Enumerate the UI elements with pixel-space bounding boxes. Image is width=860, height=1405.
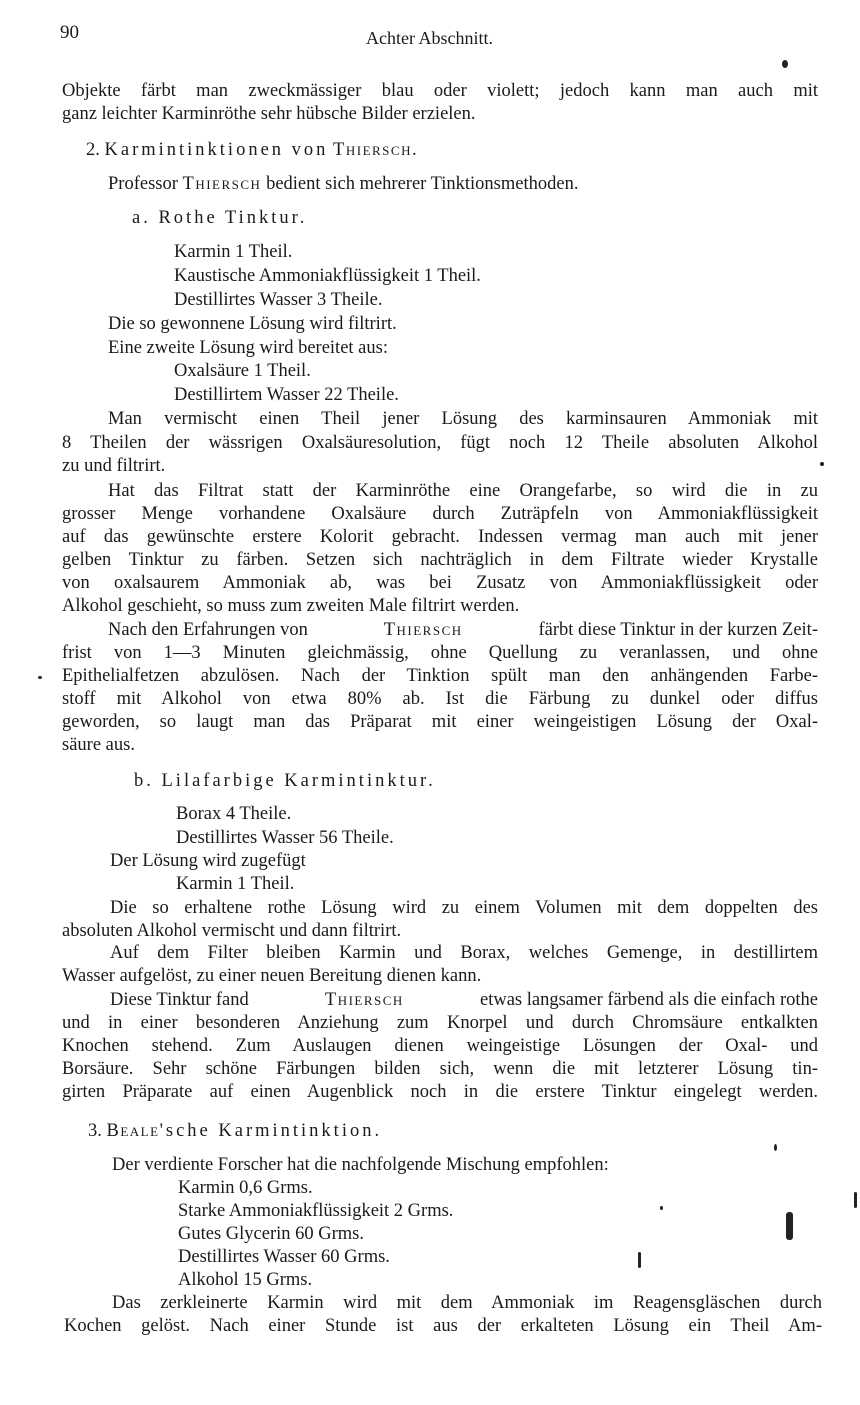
text-line: und in einer besonderen Anziehung zum Knorpel und durch Chromsäure entkalkten (62, 1013, 818, 1033)
scan-speck (638, 1252, 641, 1268)
recipe-line: Karmin 0,6 Grms. (178, 1178, 313, 1198)
author-name: Thiersch (383, 620, 463, 640)
text-line: geworden, so laugt man das Präparat mit einer weingeistigen Lösung der Oxal- (62, 712, 818, 732)
recipe-line: Borax 4 Theile. (176, 804, 292, 824)
text-line: absoluten Alkohol vermischt und dann filtrirt. (62, 921, 402, 941)
text-run: bedient sich mehrerer Tinktionsmethoden. (266, 174, 579, 194)
text-run: färbt diese Tinktur in der kurzen Zeit- (538, 620, 818, 640)
text-line: zu und filtrirt. (62, 456, 166, 476)
text-line: Wasser aufgelöst, zu einer neuen Bereitung dienen kann. (62, 966, 482, 986)
scan-speck (660, 1206, 663, 1210)
page-number: 90 (60, 22, 79, 43)
recipe-line: Alkohol 15 Grms. (178, 1270, 313, 1290)
text-line: Auf dem Filter bleiben Karmin und Borax, welches Gemenge, in destillirtem (110, 943, 818, 963)
text-line: Epithelialfetzen abzulösen. Nach der Tinktion spült man den anhängenden Farbe- (62, 666, 818, 686)
section-heading-3 (88, 1120, 382, 1143)
text-line: Der Lösung wird zugefügt (110, 851, 306, 871)
text-line (108, 173, 578, 196)
section-title: Karmintinktionen von (104, 140, 329, 160)
section-number: 3. (88, 1121, 102, 1141)
author-name: Thiersch. (333, 140, 419, 160)
text-line: girten Präparate auf einen Augenblick noch in die erstere Tinktur eingelegt werden. (62, 1082, 818, 1102)
recipe-line: Destillirtes Wasser 56 Theile. (176, 828, 394, 848)
text-run: Diese Tinktur fand (110, 990, 249, 1010)
section-heading-2 (86, 139, 418, 162)
scan-speck (786, 1212, 793, 1240)
section-title: 'sche Karmintinktion. (159, 1121, 383, 1141)
text-line: Alkohol geschieht, so muss zum zweiten Male filtrirt werden. (62, 596, 520, 616)
scan-speck (782, 60, 788, 68)
subsection-heading-b: b. Lilafarbige Karmintinktur. (134, 771, 436, 791)
recipe-line: Karmin 1 Theil. (176, 874, 295, 894)
scan-speck (38, 676, 42, 679)
recipe-line: Destillirtes Wasser 3 Theile. (174, 290, 383, 310)
recipe-line: Gutes Glycerin 60 Grms. (178, 1224, 364, 1244)
text-line: Der verdiente Forscher hat die nachfolgende Mischung empfohlen: (112, 1155, 609, 1175)
scan-speck (854, 1192, 857, 1208)
text-line: säure aus. (62, 735, 135, 755)
text-line: grosser Menge vorhandene Oxalsäure durch Zuträpfeln von Ammoniakflüssigkeit (62, 504, 818, 524)
text-line (110, 989, 818, 1012)
text-line: auf das gewünschte erstere Kolorit gebracht. Indessen vermag man auch mit jener (62, 527, 818, 547)
text-line: Objekte färbt man zweckmässiger blau oder violett; jedoch kann man auch mit (62, 81, 818, 101)
text-line: Das zerkleinerte Karmin wird mit dem Ammoniak im Reagensgläschen durch (112, 1293, 822, 1313)
text-line (108, 619, 818, 642)
author-name: Thiersch (324, 990, 404, 1010)
text-line: Kochen gelöst. Nach einer Stunde ist aus der erkalteten Lösung ein Theil Am- (64, 1316, 822, 1336)
text-line: Eine zweite Lösung wird bereitet aus: (108, 338, 388, 358)
text-run: Nach den Erfahrungen von (108, 620, 308, 640)
text-line: Hat das Filtrat statt der Karminröthe eine Orangefarbe, so wird die in zu (108, 481, 818, 501)
text-run: Professor (108, 174, 178, 194)
text-line: stoff mit Alkohol von etwa 80% ab. Ist die Färbung zu dunkel oder diffus (62, 689, 818, 709)
text-line: gelben Tinktur zu färben. Setzen sich nachträglich in dem Filtrate wieder Krystalle (62, 550, 818, 570)
text-line: Borsäure. Sehr schöne Färbungen bilden sich, wenn die mit letzterer Lösung tin- (62, 1059, 818, 1079)
recipe-line: Oxalsäure 1 Theil. (174, 361, 311, 381)
text-line: frist von 1—3 Minuten gleichmässig, ohne Quellung zu veranlassen, und ohne (62, 643, 818, 663)
text-line: Man vermischt einen Theil jener Lösung des karminsauren Ammoniak mit (108, 409, 818, 429)
scan-speck (774, 1144, 777, 1151)
recipe-line: Starke Ammoniakflüssigkeit 2 Grms. (178, 1201, 454, 1221)
recipe-line: Karmin 1 Theil. (174, 242, 293, 262)
text-line: Die so gewonnene Lösung wird filtrirt. (108, 314, 397, 334)
recipe-line: Destillirtes Wasser 60 Grms. (178, 1247, 390, 1267)
subsection-heading-a: a. Rothe Tinktur. (132, 208, 308, 228)
text-line: Die so erhaltene rothe Lösung wird zu einem Volumen mit dem doppelten des (110, 898, 818, 918)
author-name: Thiersch (182, 174, 262, 194)
text-line: Knochen stehend. Zum Auslaugen dienen weingeistige Lösungen der Oxal- und (62, 1036, 818, 1056)
recipe-line: Destillirtem Wasser 22 Theile. (174, 385, 399, 405)
text-line: 8 Theilen der wässrigen Oxalsäuresolution, fügt noch 12 Theile absoluten Alkohol (62, 433, 818, 453)
author-name: Beale (106, 1121, 160, 1141)
section-number: 2. (86, 140, 100, 160)
running-head: Achter Abschnitt. (366, 28, 493, 48)
scan-speck (820, 462, 824, 466)
text-run: etwas langsamer färbend als die einfach rothe (479, 990, 818, 1010)
text-line: von oxalsaurem Ammoniak ab, was bei Zusatz von Ammoniakflüssigkeit oder (62, 573, 818, 593)
text-line: ganz leichter Karminröthe sehr hübsche Bilder erzielen. (62, 104, 476, 124)
recipe-line: Kaustische Ammoniakflüssigkeit 1 Theil. (174, 266, 481, 286)
